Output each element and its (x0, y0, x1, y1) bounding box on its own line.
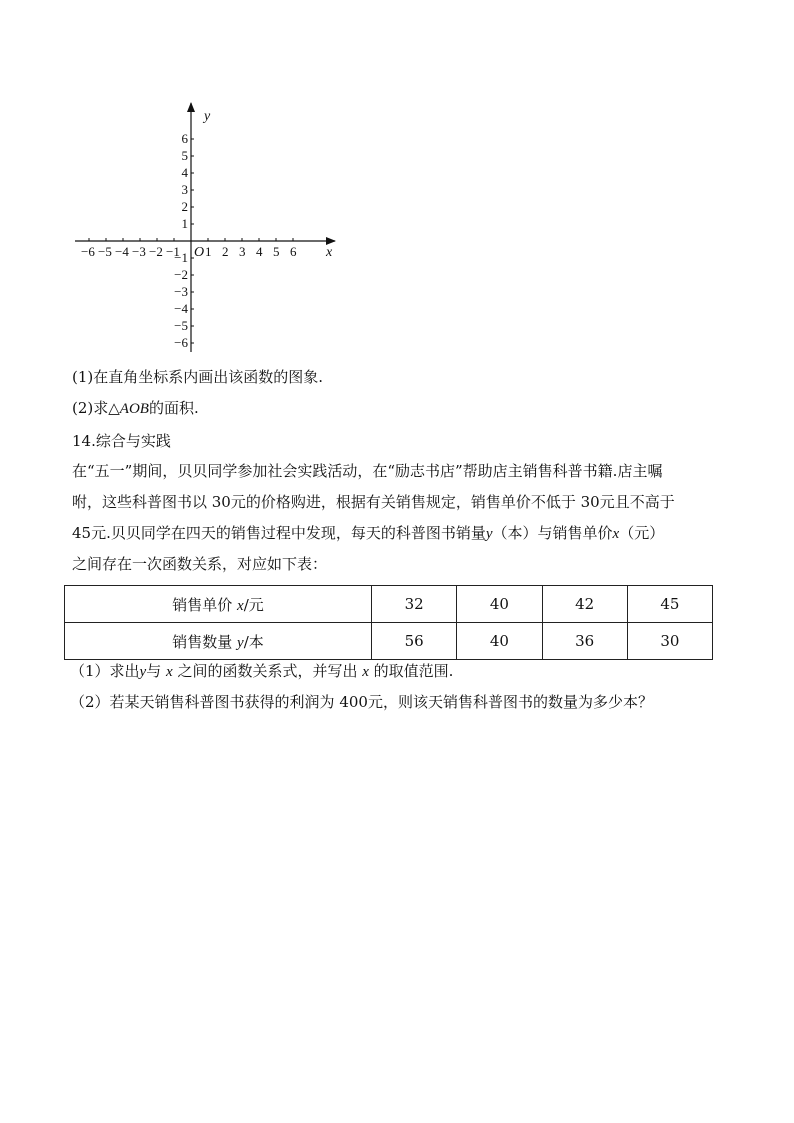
x-axis-label: x (326, 245, 333, 260)
x-tick-label: −6 (81, 244, 95, 259)
line-3-var-x: x (612, 526, 620, 542)
s1-part-a: （1）求出 (70, 662, 140, 680)
table-row-price (65, 586, 713, 623)
quantity-cell: 30 (627, 623, 712, 660)
s1-part-d: 的取值范围. (368, 662, 454, 680)
table-row-quantity (65, 623, 713, 660)
s1-var-x: x (166, 664, 173, 680)
x-tick-label: −4 (115, 244, 129, 259)
s1-var-x2: x (362, 664, 369, 680)
price-row-label (65, 586, 372, 623)
x-tick-label: 4 (256, 244, 263, 259)
x-tick-label: 3 (239, 244, 246, 259)
x-tick-label: −3 (132, 244, 146, 259)
line-3-part-c: （元） (619, 524, 665, 542)
question-2-post: 的面积. (148, 399, 199, 417)
y-tick-label: −2 (174, 267, 188, 282)
x-tick-label: −1 (166, 244, 180, 259)
quantity-row-label (65, 623, 372, 660)
sales-table (64, 585, 713, 660)
y-tick-label: 6 (181, 131, 188, 146)
y-tick-label: −1 (174, 250, 188, 265)
line-3-part-b: （本）与销售单价 (492, 524, 613, 542)
x-tick-label: −2 (149, 244, 163, 259)
y-tick-label: 3 (181, 182, 188, 197)
line-3-var-y: y (485, 526, 493, 542)
question-2-pre: (2)求△ (72, 399, 120, 417)
quantity-label-unit: /本 (243, 632, 264, 651)
x-tick-label: 1 (205, 244, 212, 259)
s1-var-y: y (139, 664, 147, 680)
quantity-cell: 40 (457, 623, 542, 660)
problem-14-line-1: 在“五一”期间，贝贝同学参加社会实践活动，在“励志书店”帮助店主销售科普书籍.店主嘱 (72, 462, 663, 480)
problem-14-line-2: 咐，这些科普图书以 30元的价格购进，根据有关销售规定，销售单价不低于 30元且不高于 (72, 493, 675, 511)
problem-14-line-3 (72, 522, 664, 545)
y-tick-label: −6 (174, 335, 188, 350)
y-tick-label: −4 (174, 301, 188, 316)
y-tick-label: 2 (181, 199, 188, 214)
x-tick-label: 6 (290, 244, 297, 259)
x-tick-label: −5 (98, 244, 112, 259)
s1-part-c: 之间的函数关系式，并写出 (172, 662, 363, 680)
price-cell: 42 (542, 586, 627, 623)
y-tick-label: 4 (181, 165, 188, 180)
y-tick-label: 1 (181, 216, 188, 231)
sub-question-1 (70, 660, 453, 683)
quantity-cell: 56 (372, 623, 457, 660)
s1-part-b: 与 (146, 662, 166, 680)
price-label-text: 销售单价 (172, 595, 238, 614)
question-1: (1)在直角坐标系内画出该函数的图象. (72, 368, 324, 386)
coordinate-plane (70, 100, 350, 360)
price-cell: 45 (627, 586, 712, 623)
problem-14-heading: 14.综合与实践 (72, 432, 171, 450)
question-2 (72, 397, 199, 420)
origin-label: O (194, 245, 205, 260)
y-tick-label: 5 (181, 148, 188, 163)
quantity-label-text: 销售数量 (172, 632, 238, 651)
price-label-unit: /元 (243, 595, 264, 614)
line-3-part-a: 45元.贝贝同学在四天的销售过程中发现，每天的科普图书销量 (72, 524, 486, 542)
sub-question-2: （2）若某天销售科普图书获得的利润为 400元，则该天销售科普图书的数量为多少本？ (70, 693, 653, 711)
problem-14-line-4: 之间存在一次函数关系，对应如下表： (72, 555, 328, 573)
question-2-var: AOB (119, 401, 149, 417)
quantity-label-var: y (237, 634, 244, 651)
price-cell: 40 (457, 586, 542, 623)
price-cell: 32 (372, 586, 457, 623)
y-tick-label: −5 (174, 318, 188, 333)
quantity-cell: 36 (542, 623, 627, 660)
y-tick-label: −3 (174, 284, 188, 299)
x-tick-label: 2 (222, 244, 229, 259)
x-tick-label: 5 (273, 244, 280, 259)
price-label-var: x (237, 597, 244, 614)
y-axis-label: y (204, 109, 211, 124)
